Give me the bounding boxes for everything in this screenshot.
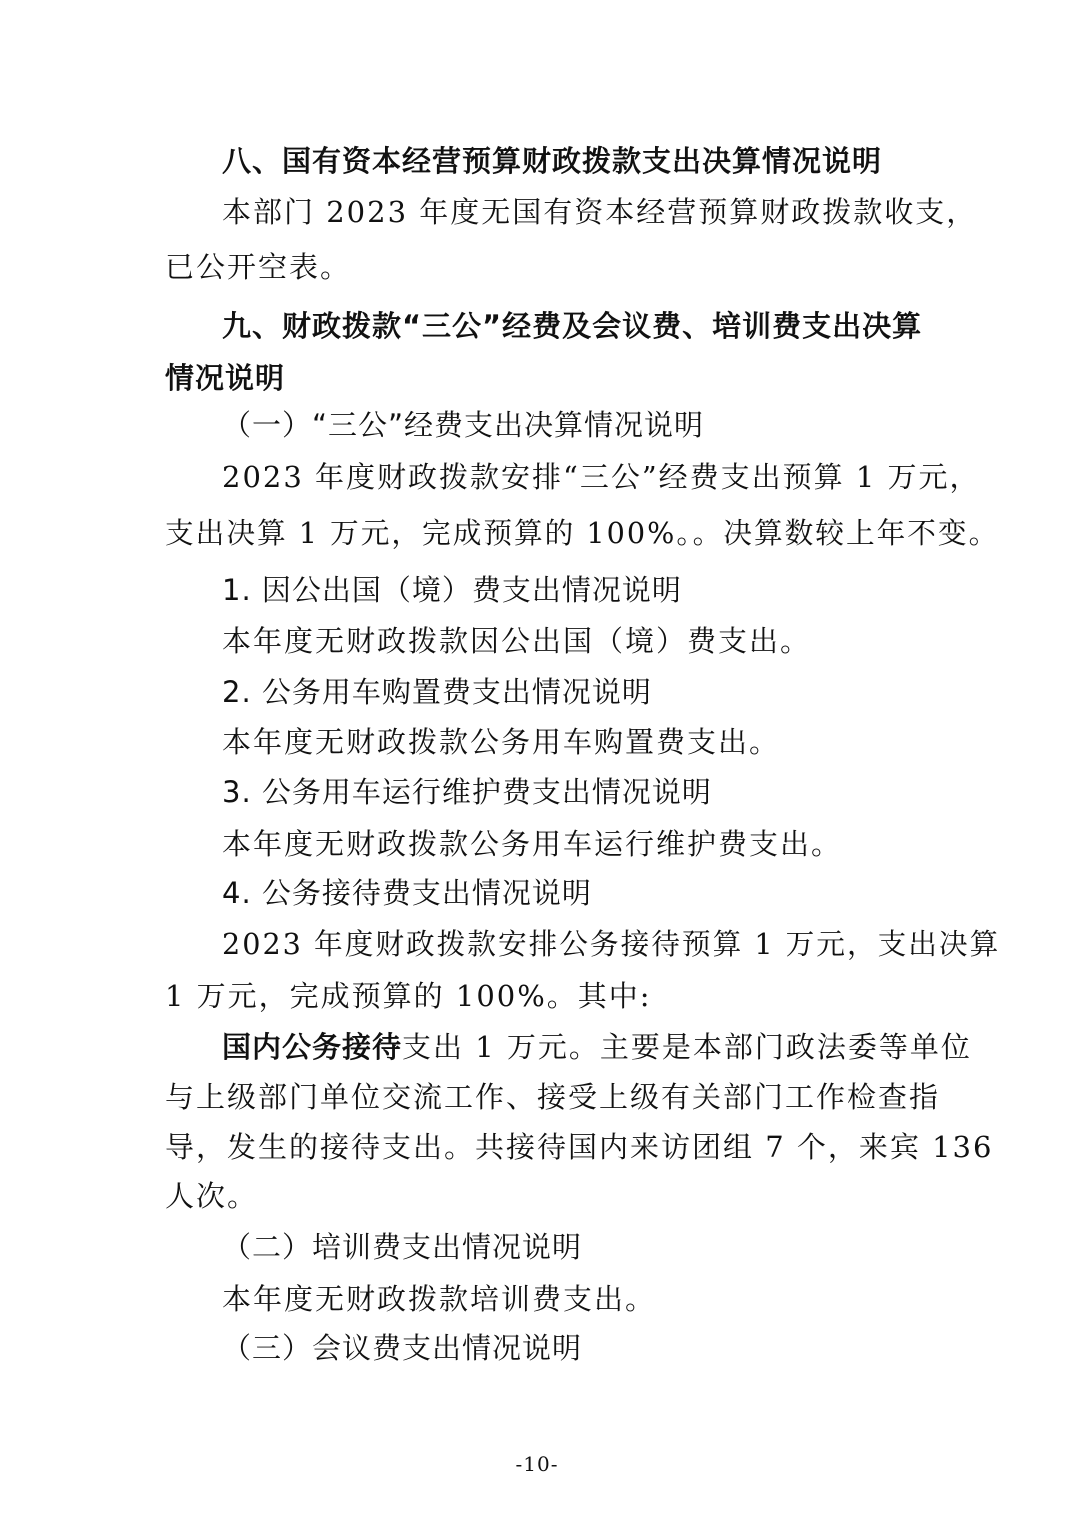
- item-4-detail-line: 导，发生的接待支出。共接待国内来访团组 7 个，来宾 136: [165, 1130, 994, 1164]
- section-8-paragraph-line: 本部门 2023 年度无国有资本经营预算财政拨款收支，: [222, 195, 978, 229]
- item-3-text: 本年度无财政拨款公务用车运行维护费支出。: [222, 827, 843, 861]
- page-number: -10-: [515, 1452, 559, 1476]
- item-2-text: 本年度无财政拨款公务用车购置费支出。: [222, 725, 781, 759]
- item-4-detail-line: [222, 1030, 972, 1064]
- section-9-heading-continued: 情况说明: [165, 361, 286, 395]
- item-2-title: 2. 公务用车购置费支出情况说明: [222, 675, 652, 709]
- subsection-1-title: （一）“三公”经费支出决算情况说明: [222, 408, 705, 442]
- bold-term: 国内公务接待: [222, 1030, 403, 1064]
- item-3-title: 3. 公务用车运行维护费支出情况说明: [222, 775, 712, 809]
- item-4-paragraph-line: 1 万元，完成预算的 100%。其中:: [165, 979, 652, 1013]
- section-8-paragraph-line: 已公开空表。: [165, 250, 352, 284]
- detail-text: 支出 1 万元。主要是本部门政法委等单位: [402, 1030, 972, 1064]
- item-4-paragraph-line: 2023 年度财政拨款安排公务接待预算 1 万元，支出决算: [222, 927, 1001, 961]
- subsection-2-title: （二）培训费支出情况说明: [222, 1230, 583, 1264]
- section-8-heading: 八、国有资本经营预算财政拨款支出决算情况说明: [222, 144, 883, 178]
- item-1-text: 本年度无财政拨款因公出国（境）费支出。: [222, 624, 812, 658]
- item-4-title: 4. 公务接待费支出情况说明: [222, 876, 592, 910]
- item-1-title: 1. 因公出国（境）费支出情况说明: [222, 573, 682, 607]
- subsection-1-paragraph-line: 支出决算 1 万元，完成预算的 100%。。决算数较上年不变。: [165, 516, 1000, 550]
- subsection-1-paragraph-line: 2023 年度财政拨款安排“三公”经费支出预算 1 万元，: [222, 460, 981, 494]
- item-4-detail-line: 与上级部门单位交流工作、接受上级有关部门工作检查指: [165, 1080, 941, 1114]
- section-9-heading: 九、财政拨款“三公”经费及会议费、培训费支出决算: [222, 309, 923, 343]
- subsection-2-text: 本年度无财政拨款培训费支出。: [222, 1282, 657, 1316]
- subsection-3-title: （三）会议费支出情况说明: [222, 1331, 583, 1365]
- item-4-detail-line: 人次。: [165, 1179, 259, 1213]
